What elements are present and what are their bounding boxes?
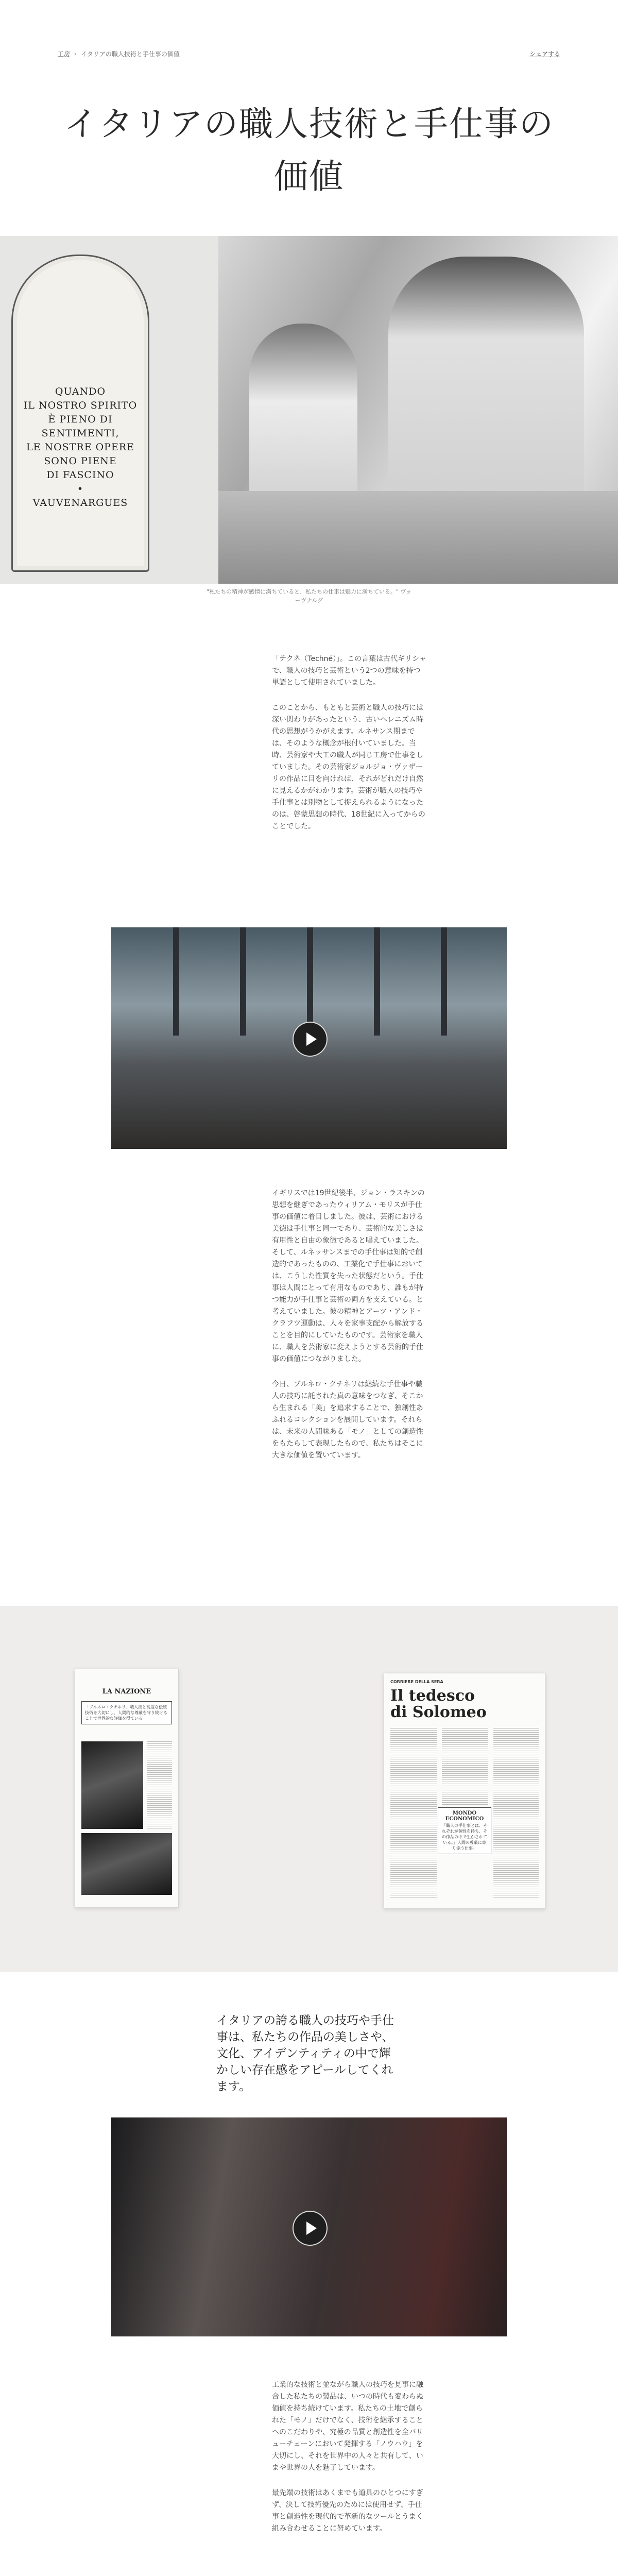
paragraph: 工業的な技術と並ながら職人の技巧を見事に融合した私たちの製品は、いつの時代も変わらぬ価値を持ち続けています。私たちの土地で創られた「モノ」だけでなく、技術を継承することへのこだわりや、究極の品質と創造性を全バリューチェーンにおいて発揮する「ノウハウ」を大切にし、それを世界中の人々と共有して、いまや世界の人を魅了しています。 — [272, 2381, 423, 2472]
play-icon[interactable] — [293, 2211, 328, 2246]
press-section — [0, 1606, 618, 1972]
paragraph: イギリスでは19世紀後半、ジョン・ラスキンの思想を継ぎであったウィリアム・モリスが手仕事の価値に着目しました。彼は、芸術における美徳は手仕事と同一であり、芸術的な美しさは有用性と自由の象徴であると唱えていました。そして、ルネッサンスまでの手仕事は知的で創造的であったものの、工業化で手仕事においては、こうした性質を失った状態だという。手仕事は人間にとって有用なものであり、誰もが持つ能力が手仕事と芸術の両方を支えている。と考えていました。彼の精神とアーツ・アンド・クラフツ運動は、人々を家事支配から解放することを目的にしていたものです。芸術家を職人に、職人を芸術家に変えようとする芸術的手仕事の価値につながりました。 — [272, 1189, 425, 1363]
paragraph: 今日、ブルネロ・クチネリは継続な手仕事や職人の技巧に託された真の意味をつなぎ、そこから生まれる「美」を追求することで、独創性あふれるコレクションを展開しています。それらは、未来の人間味ある「モノ」としての創造性をもたらして表現したもので、私たちはそこに大きな価値を置いています。 — [272, 1380, 423, 1460]
quote-title: MONDO ECONOMICO — [445, 1810, 484, 1822]
window-frame — [374, 927, 380, 1036]
play-icon[interactable] — [293, 1022, 328, 1057]
video-handwork[interactable] — [111, 2117, 507, 2336]
highlight-statement: イタリアの誇る職人の技巧や手仕事は、私たちの作品の美しさや、文化、アイデンティティの中で輝かしい存在感をアピールしてくれます。 — [216, 2014, 394, 2093]
plaque — [11, 255, 149, 572]
paragraph: 「テクネ（Techné）」。この言葉は古代ギリシャで、職人の技巧と芸術という2つの意味を持つ単語として使用されていました。 — [272, 655, 426, 687]
window-frame — [173, 927, 179, 1036]
page-title: イタリアの職人技術と手仕事の価値 — [64, 104, 554, 196]
window-frame — [240, 927, 246, 1036]
newspaper-column — [442, 1728, 488, 1805]
top-bar — [58, 49, 560, 60]
quote-text: 「職人の手仕事とは、それぞれが個性を持ち、その作品の中で生かされている。」人間の尊厳に寄り添う仕事。 — [442, 1823, 487, 1851]
newspaper-la-nazione — [75, 1669, 179, 1908]
breadcrumb-separator: › — [74, 50, 77, 58]
paragraph: 最先端の技術はあくまでも道具のひとつにすぎず、決して技術優先のためには使用せず、手仕事と創造性を現代的で革新的なツールとうまく組み合わせることに努めています。 — [272, 2489, 423, 2533]
breadcrumb-current: イタリアの職人技術と手仕事の価値 — [80, 50, 180, 58]
text-section-1 — [272, 653, 426, 846]
craft-photo — [218, 236, 618, 584]
newspaper-column — [493, 1728, 539, 1898]
text-section-3 — [272, 2379, 426, 2548]
breadcrumb — [58, 49, 180, 58]
text-section-2 — [272, 1188, 426, 1475]
window-frame — [307, 927, 313, 1036]
hero-image — [0, 236, 618, 584]
newspaper-quote: 「ブルネロ・クチネリ」職人技と高度な伝統技術を大切にし、人間的な尊厳を守り続けることで世界的な評価を得ている。 — [81, 1701, 172, 1724]
breadcrumb-home-link[interactable]: 工房 — [58, 50, 71, 58]
share-link[interactable]: シェアする — [529, 50, 560, 58]
plaque-image — [0, 236, 218, 584]
video-workshop[interactable] — [111, 927, 507, 1149]
hero-caption: "私たちの精神が感情に満ちていると、私たちの仕事は魅力に満ちている。" ヴォーヴナルグ — [207, 588, 411, 604]
newspaper-headline: Il tedesco di Solomeo — [390, 1687, 487, 1721]
newspaper-quote — [438, 1807, 491, 1854]
newspaper-photo — [81, 1741, 143, 1829]
newspaper-photo — [81, 1833, 172, 1895]
newspaper-masthead: CORRIERE DELLA SERA — [390, 1680, 443, 1684]
newspaper-masthead: LA NAZIONE — [102, 1688, 151, 1696]
newspaper-corriere — [384, 1673, 545, 1909]
window-frame — [441, 927, 447, 1036]
plaque-inscription: QUANDO IL NOSTRO SPIRITO È PIENO DI SENTIMENTI, LE NOSTRE OPERE SONO PIENE DI FASCINO • VAUVENARGUES — [23, 386, 138, 509]
paragraph: このことから、もともと芸術と職人の技巧には深い関わりがあったという、古いヘレニズム時代の思想がうかがえます。ルネサンス期までは、そのような概念が根付いていました。当時、芸術家や大工の職人が同じ工房で仕事をしていました。その芸術家ジョルジョ・ヴァザーリの作品に目を向ければ、それがどれだけ自然に見えるかがわかります。芸術が職人の技巧や手仕事とは別物として捉えられるようになったのは、啓蒙思想の時代、18世紀に入ってからのことでした。 — [272, 704, 425, 831]
work-table — [218, 491, 618, 584]
newspaper-column — [390, 1728, 437, 1898]
newspaper-column — [147, 1741, 172, 1829]
